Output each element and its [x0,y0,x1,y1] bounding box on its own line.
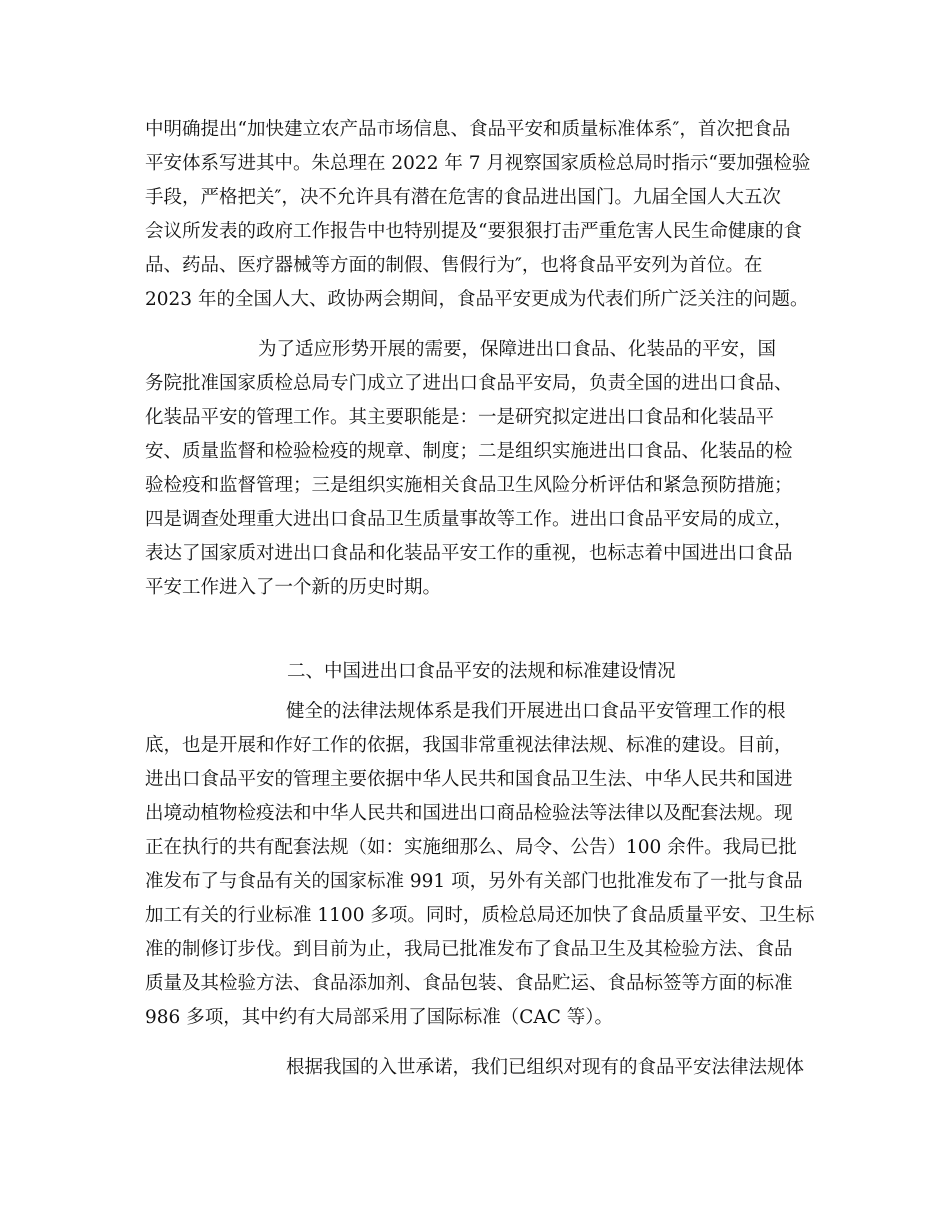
text-line: 手段，严格把关″，决不允许具有潜在危害的食品进出国门。九届全国人大五次 [145,187,781,208]
text-line: 安、质量监督和检验检疫的规章、制度；二是组织实施进出口食品、化装品的检 [145,441,793,462]
text-line: 986 多项，其中约有大局部采用了国际标准（CAC 等）。 [145,1007,613,1028]
paragraph-first-line: 根据我国的入世承诺，我们已组织对现有的食品平安法律法规体 [286,1057,805,1078]
text-line: 会议所发表的政府工作报告中也特别提及“要狠狠打击严重危害人民生命健康的食 [145,221,802,242]
text-line: 四是调查处理重大进出口食品卫生质量事故等工作。进出口食品平安局的成立， [145,509,793,530]
paragraph-first-line: 为了适应形势开展的需要，保障进出口食品、化装品的平安，国 [258,339,777,360]
text-line: 表达了国家质对进出口食品和化装品平安工作的重视，也标志着中国进出口食品 [145,543,793,564]
text-line: 进出口食品平安的管理主要依据中华人民共和国食品卫生法、中华人民共和国进 [145,769,793,790]
text-line: 平安工作进入了一个新的历史时期。 [145,577,442,598]
text-line: 中明确提出“加快建立农产品市场信息、食品平安和质量标准体系″，首次把食品 [145,119,791,140]
text-line: 准发布了与食品有关的国家标准 991 项，另外有关部门也批准发布了一批与食品 [145,871,803,892]
text-line: 平安体系写进其中。朱总理在 2022 年 7 月视察国家质检总局时指示“要加强检验 [145,153,811,174]
text-line: 出境动植物检疫法和中华人民共和国进出口商品检验法等法律以及配套法规。现 [145,803,793,824]
text-line: 化装品平安的管理工作。其主要职能是：一是研究拟定进出口食品和化装品平 [145,407,775,428]
text-line: 验检疫和监督管理；三是组织实施相关食品卫生风险分析评估和紧急预防措施； [145,475,793,496]
text-line: 务院批准国家质检总局专门成立了进出口食品平安局，负责全国的进出口食品、 [145,373,793,394]
text-line: 底，也是开展和作好工作的依据，我国非常重视法律法规、标准的建设。目前， [145,735,793,756]
text-line: 质量及其检验方法、食品添加剂、食品包装、食品贮运、食品标签等方面的标准 [145,973,793,994]
paragraph-first-line: 健全的法律法规体系是我们开展进出口食品平安管理工作的根 [286,701,786,722]
text-line: 准的制修订步伐。到目前为止，我局已批准发布了食品卫生及其检验方法、食品 [145,939,793,960]
text-line: 品、药品、医疗器械等方面的制假、售假行为″，也将食品平安列为首位。在 [145,255,763,276]
text-line: 2023 年的全国人大、政协两会期间，食品平安更成为代表们所广泛关注的问题。 [145,289,809,310]
text-line: 正在执行的共有配套法规（如：实施细那么、局令、公告）100 余件。我局已批 [145,837,797,858]
section-heading: 二、中国进出口食品平安的法规和标准建设情况 [287,661,676,682]
text-line: 加工有关的行业标准 1100 多项。同时，质检总局还加快了食品质量平安、卫生标 [145,905,815,926]
